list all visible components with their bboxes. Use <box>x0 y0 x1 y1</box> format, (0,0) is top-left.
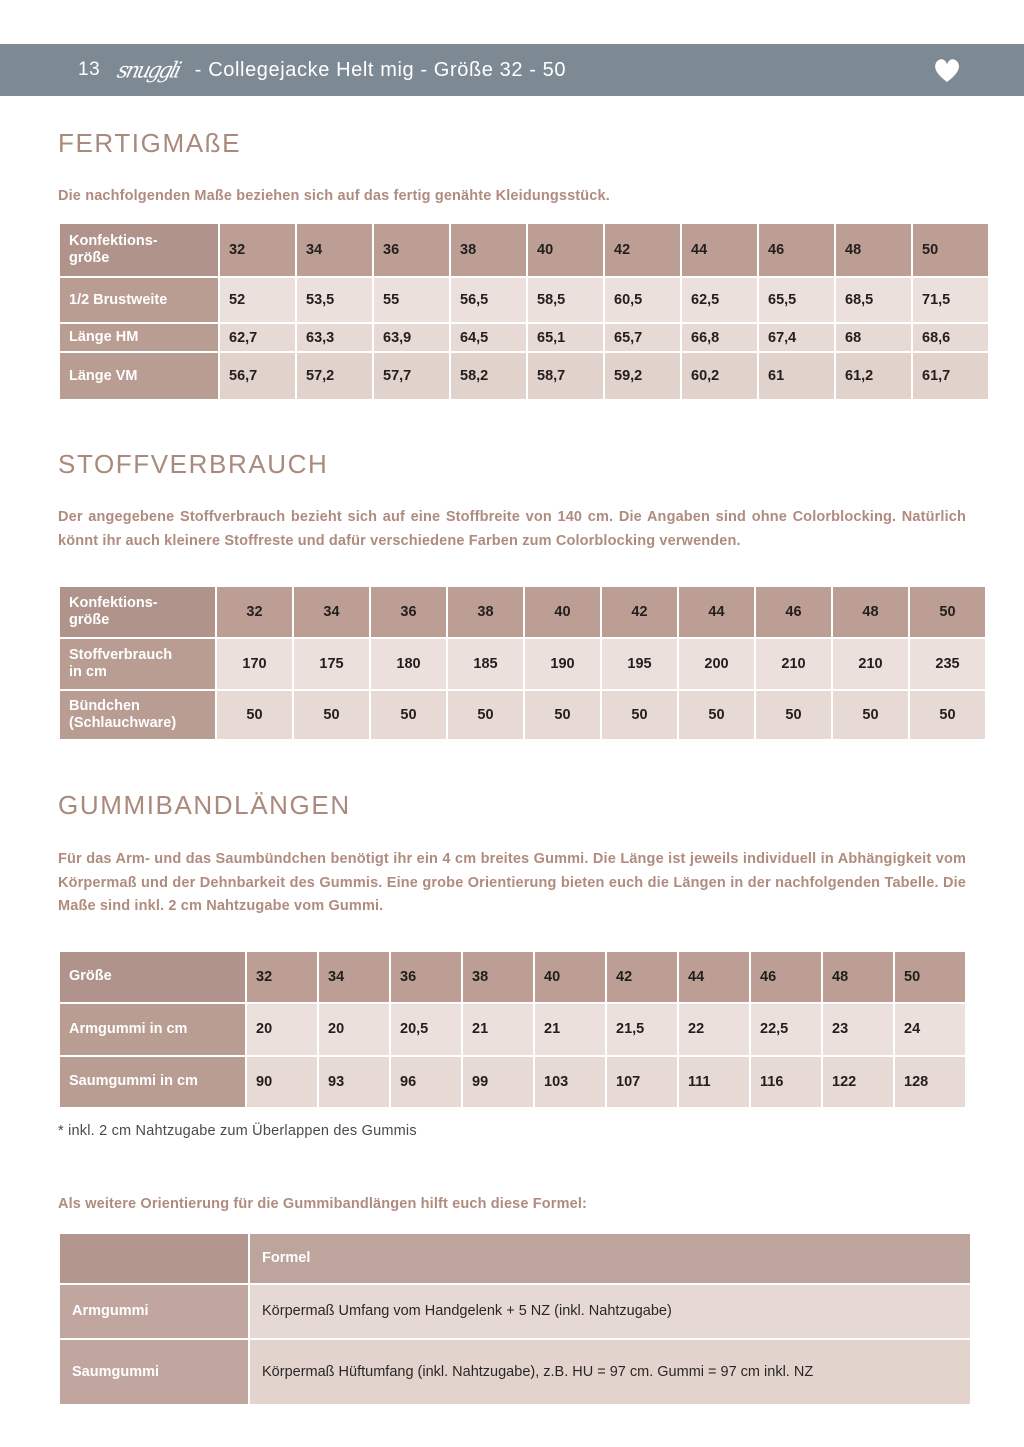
cell-size: 50 <box>910 587 985 637</box>
section-intro-gummibandlaengen: Für das Arm- und das Saumbündchen benötigt ihr ein 4 cm breites Gummi. Die Länge ist jeweils individuell in Abhängigkeit vom Körpermaß und der Dehnbarkeit des Gummis. Eine grobe Orientierung bieten euch die Längen in der nachfolgenden Tabelle. Die Maße sind inkl. 2 cm Nahtzugabe vom Gummi. <box>58 851 966 915</box>
cell-value: 58,7 <box>528 353 603 399</box>
section-intro-fertigmasse: Die nachfolgenden Maße beziehen sich auf das fertig genähte Kleidungsstück. <box>58 188 610 204</box>
table-formel <box>58 1232 972 1405</box>
cell-size: 32 <box>247 952 317 1002</box>
cell-value: 58,5 <box>528 278 603 322</box>
row-label-line1: Bündchen <box>69 698 140 715</box>
cell-value: Körpermaß Hüftumfang (inkl. Nahtzugabe), z.B. HU = 97 cm. Gummi = 97 cm inkl. NZ <box>250 1340 970 1404</box>
cell-size: 32 <box>220 224 295 276</box>
cell-value: 210 <box>756 639 831 689</box>
cell-value: 180 <box>371 639 446 689</box>
cell-size: 42 <box>602 587 677 637</box>
cell-value: 60,5 <box>605 278 680 322</box>
cell-value: 50 <box>910 691 985 739</box>
cell-value: 200 <box>679 639 754 689</box>
cell-value: 21 <box>463 1004 533 1055</box>
corner-label-line2: größe <box>69 250 110 267</box>
cell-value: 21 <box>535 1004 605 1055</box>
table-stoffverbrauch <box>58 585 987 741</box>
cell-value: 116 <box>751 1057 821 1107</box>
header-title: - Collegejacke Helt mig - Größe 32 - 50 <box>194 58 567 81</box>
row-label: Länge VM <box>60 353 218 399</box>
cell-value: 93 <box>319 1057 389 1107</box>
cell-value: 90 <box>247 1057 317 1107</box>
cell-size: 44 <box>679 587 754 637</box>
cell-value: 57,7 <box>374 353 449 399</box>
cell-value: 111 <box>679 1057 749 1107</box>
brand-logo: snuggli <box>114 57 182 83</box>
cell-size: 38 <box>451 224 526 276</box>
cell-corner-label <box>60 224 218 276</box>
cell-value: 20,5 <box>391 1004 461 1055</box>
cell-value: 66,8 <box>682 324 757 351</box>
cell-value: 63,3 <box>297 324 372 351</box>
table-fertigmasse <box>58 222 990 401</box>
cell-size: 40 <box>528 224 603 276</box>
table-row-header <box>60 587 985 637</box>
document-content <box>58 128 966 1406</box>
cell-value: 50 <box>756 691 831 739</box>
row-label <box>60 639 215 689</box>
row-label-line2: (Schlauchware) <box>69 715 177 732</box>
cell-value: Körpermaß Umfang vom Handgelenk + 5 NZ (inkl. Nahtzugabe) <box>250 1285 970 1338</box>
cell-value: 59,2 <box>605 353 680 399</box>
cell-corner-label: Größe <box>60 952 245 1002</box>
cell-value: 23 <box>823 1004 893 1055</box>
cell-value: 57,2 <box>297 353 372 399</box>
table-row-header <box>60 224 988 276</box>
cell-value: 20 <box>319 1004 389 1055</box>
cell-value: 20 <box>247 1004 317 1055</box>
cell-corner-label <box>60 587 215 637</box>
cell-value: 53,5 <box>297 278 372 322</box>
corner-label-line1: Konfektions- <box>69 233 158 250</box>
table-row <box>60 353 988 399</box>
corner-label-line1: Konfektions- <box>69 595 158 612</box>
cell-value: 170 <box>217 639 292 689</box>
cell-value: 50 <box>217 691 292 739</box>
cell-value: 61,2 <box>836 353 911 399</box>
cell-value: 68 <box>836 324 911 351</box>
row-label: Armgummi <box>60 1285 248 1338</box>
cell-value: 64,5 <box>451 324 526 351</box>
table-row <box>60 1004 965 1055</box>
cell-size: 46 <box>751 952 821 1002</box>
cell-size: 38 <box>463 952 533 1002</box>
cell-value: 62,7 <box>220 324 295 351</box>
table-row <box>60 691 985 739</box>
cell-value: 50 <box>602 691 677 739</box>
cell-value: 190 <box>525 639 600 689</box>
cell-value: 52 <box>220 278 295 322</box>
cell-size: 48 <box>823 952 893 1002</box>
cell-value: 58,2 <box>451 353 526 399</box>
cell-size: 44 <box>679 952 749 1002</box>
cell-value: 107 <box>607 1057 677 1107</box>
section-title-fertigmasse: FERTIGMAßE <box>58 128 242 158</box>
cell-value: 185 <box>448 639 523 689</box>
cell-value: 63,9 <box>374 324 449 351</box>
footnote-nahtzugabe: * inkl. 2 cm Nahtzugabe zum Überlappen des Gummis <box>58 1122 417 1139</box>
table-gummibandlaengen <box>58 950 967 1109</box>
cell-value: 56,5 <box>451 278 526 322</box>
cell-value: 60,2 <box>682 353 757 399</box>
cell-value: 99 <box>463 1057 533 1107</box>
cell-value: 50 <box>371 691 446 739</box>
table-row <box>60 278 988 322</box>
cell-size: 34 <box>294 587 369 637</box>
cell-size: 46 <box>759 224 834 276</box>
cell-size: 40 <box>525 587 600 637</box>
cell-value: 62,5 <box>682 278 757 322</box>
cell-value: 65,7 <box>605 324 680 351</box>
cell-value: 122 <box>823 1057 893 1107</box>
cell-value: 96 <box>391 1057 461 1107</box>
cell-value: 50 <box>679 691 754 739</box>
cell-value: 210 <box>833 639 908 689</box>
cell-size: 42 <box>605 224 680 276</box>
cell-value: 128 <box>895 1057 965 1107</box>
cell-value: 195 <box>602 639 677 689</box>
row-label: Saumgummi in cm <box>60 1057 245 1107</box>
cell-value: 67,4 <box>759 324 834 351</box>
cell-size: 38 <box>448 587 523 637</box>
cell-value: 50 <box>294 691 369 739</box>
cell-header-formel: Formel <box>250 1234 970 1282</box>
cell-value: 68,6 <box>913 324 988 351</box>
cell-size: 36 <box>374 224 449 276</box>
cell-value: 50 <box>525 691 600 739</box>
cell-value: 61 <box>759 353 834 399</box>
cell-value: 71,5 <box>913 278 988 322</box>
formula-intro: Als weitere Orientierung für die Gummibandlängen hilft euch diese Formel: <box>58 1195 588 1212</box>
row-label: 1/2 Brustweite <box>60 278 218 322</box>
page-number: 13 <box>78 59 101 80</box>
cell-size: 48 <box>836 224 911 276</box>
cell-size: 48 <box>833 587 908 637</box>
section-title-gummibandlaengen: GUMMIBANDLÄNGEN <box>58 790 351 821</box>
cell-value: 65,5 <box>759 278 834 322</box>
cell-value: 235 <box>910 639 985 689</box>
cell-value: 175 <box>294 639 369 689</box>
cell-value: 65,1 <box>528 324 603 351</box>
cell-size: 36 <box>371 587 446 637</box>
page-header-bar <box>0 44 1024 96</box>
table-row <box>60 1285 970 1338</box>
cell-value: 24 <box>895 1004 965 1055</box>
heart-icon <box>932 55 962 85</box>
cell-value: 61,7 <box>913 353 988 399</box>
section-title-stoffverbrauch: STOFFVERBRAUCH <box>58 449 329 480</box>
cell-size: 42 <box>607 952 677 1002</box>
cell-value: 56,7 <box>220 353 295 399</box>
table-row-header <box>60 1234 970 1282</box>
table-row <box>60 1340 970 1404</box>
cell-value: 21,5 <box>607 1004 677 1055</box>
cell-value: 68,5 <box>836 278 911 322</box>
cell-size: 34 <box>319 952 389 1002</box>
row-label: Saumgummi <box>60 1340 248 1404</box>
cell-value: 103 <box>535 1057 605 1107</box>
cell-value: 22 <box>679 1004 749 1055</box>
cell-size: 46 <box>756 587 831 637</box>
row-label: Länge HM <box>60 324 218 351</box>
section-intro-stoffverbrauch: Der angegebene Stoffverbrauch bezieht sich auf eine Stoffbreite von 140 cm. Die Angaben sind ohne Colorblocking. Natürlich könnt ihr auch kleinere Stoffreste und dafür verschiedene Farben zum Colorblocking verwenden. <box>58 509 966 549</box>
table-row <box>60 1057 965 1107</box>
row-label: Armgummi in cm <box>60 1004 245 1055</box>
row-label-line1: Stoffverbrauch <box>69 647 173 664</box>
table-row-header <box>60 952 965 1002</box>
cell-value: 22,5 <box>751 1004 821 1055</box>
row-label <box>60 691 215 739</box>
cell-size: 50 <box>913 224 988 276</box>
cell-size: 36 <box>391 952 461 1002</box>
cell-size: 40 <box>535 952 605 1002</box>
table-row <box>60 324 988 351</box>
cell-corner-empty <box>60 1234 248 1282</box>
cell-size: 50 <box>895 952 965 1002</box>
cell-size: 44 <box>682 224 757 276</box>
table-row <box>60 639 985 689</box>
cell-value: 50 <box>448 691 523 739</box>
row-label-line2: in cm <box>69 664 107 681</box>
cell-size: 34 <box>297 224 372 276</box>
corner-label-line2: größe <box>69 612 110 629</box>
cell-value: 55 <box>374 278 449 322</box>
cell-value: 50 <box>833 691 908 739</box>
cell-size: 32 <box>217 587 292 637</box>
